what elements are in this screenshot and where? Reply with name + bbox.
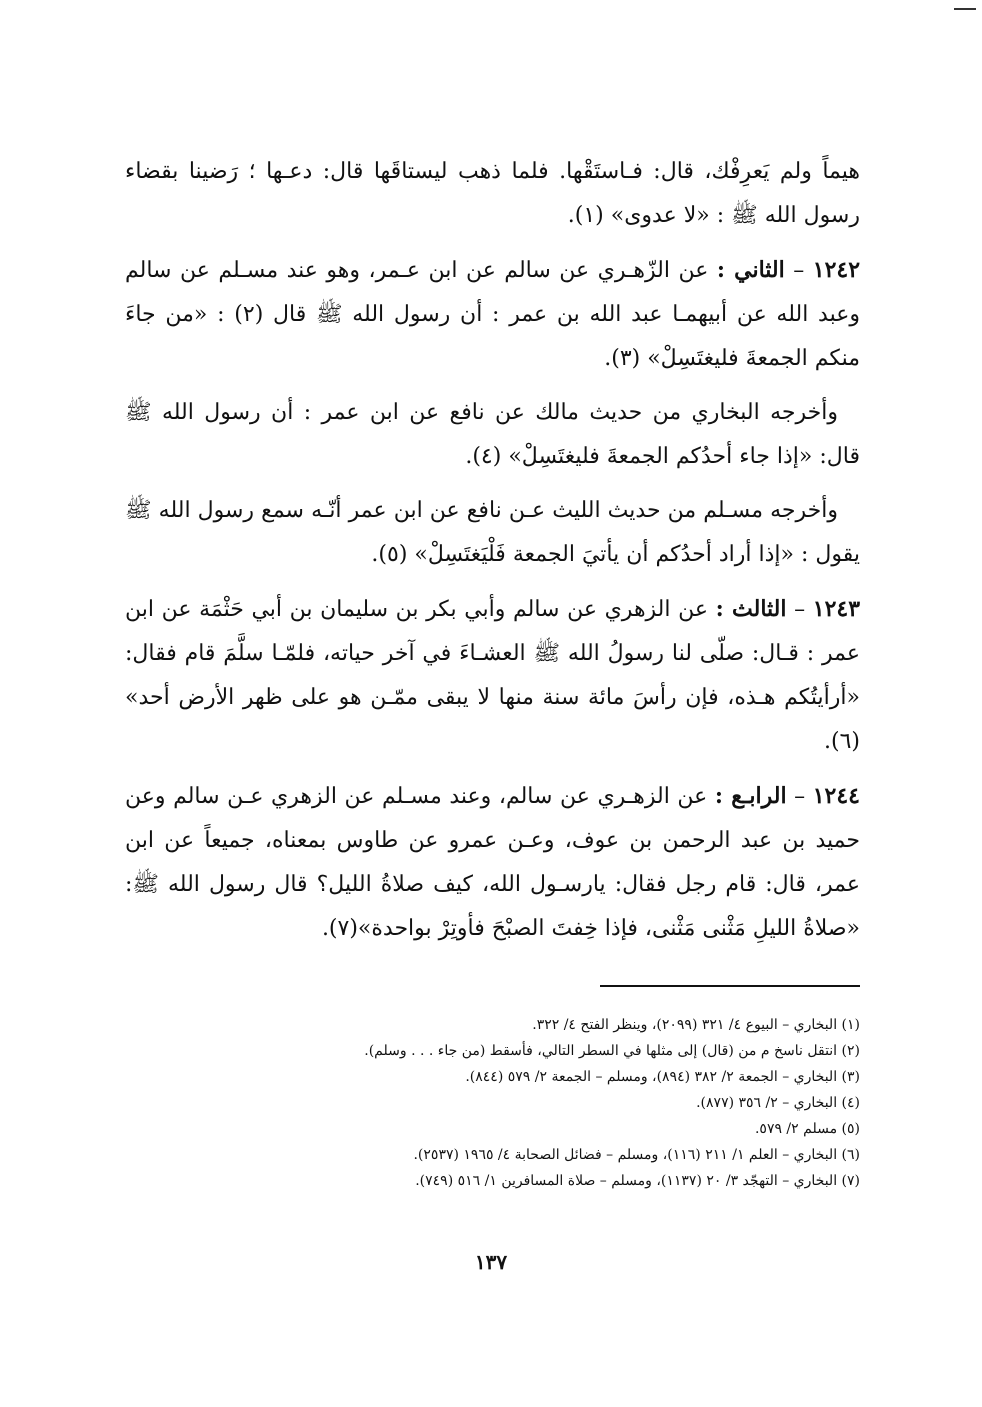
footnote-2: (٢) انتقل ناسخ م من (قال) إلى مثلها في السطر التالي، فأسقط (من جاء . . . وسلم). [364,1043,860,1059]
footnote-3: (٣) البخاري – الجمعة ٢/ ٣٨٢ (٨٩٤)، ومسلم – الجمعة ٢/ ٥٧٩ (٨٤٤). [465,1069,860,1085]
paragraph-bukhari [125,391,860,479]
hadith-number: ١٢٤٣ [812,596,861,622]
hadith-text: عن الزّهـري عن سالم عن ابن عـمر، وهو عند مسـلم عن سالم وعبد الله عن أبيهمـا عبد الله بن عمر : أن رسول الله ﷺ قال (٢) : «من جاءَ منكم الجمعةَ فليغتَسِلْ» (٣). [125,258,860,371]
paragraph-bukhari-text: وأخرجه البخاري من حديث مالك عن نافع عن ابن عمر : أن رسول الله ﷺ قال: «إذا جاء أحدُكم الجمعةَ فليغتَسِلْ» (٤). [125,400,860,469]
page-number: ١٣٧ [474,1250,508,1274]
hadith-label: الثالث : [715,596,787,622]
footnote-7: (٧) البخاري – التهجّد ٣/ ٢٠ (١١٣٧)، ومسلم – صلاة المسافرين ١/ ٥١٦ (٧٤٩). [415,1173,860,1189]
hadith-number: ١٢٤٤ [812,783,860,809]
hadith-label: الثاني : [716,257,785,283]
paragraph-1-text: هيماً ولم يَعرِفْك، قال: فـاستَقْها. فلما ذهب ليستاقَها قال: دعـها ؛ رَضينا بقضاء رسول الله ﷺ : «لا عدوى» (١). [125,159,860,228]
main-text [125,150,860,951]
footnote-6: (٦) البخاري – العلم ١/ ٢١١ (١١٦)، ومسلم – فضائل الصحابة ٤/ ١٩٦٥ (٢٥٣٧). [413,1147,860,1163]
paragraph-1 [125,150,860,238]
hadith-text: عن الزهـري عن سالم، وعند مسـلم عن الزهري عـن سالم وعن حميد بن عبد الرحمن بن عوف، وعـن عمرو عن طاوس بمعناه، جميعاً عن ابن عمر، قال: قام رجل فقال: يارسـول الله، كيف صلاةُ الليل؟ قال رسول الله ﷺ: «صلاةُ الليلِ مَثْنى مَثْنى، فإذا خِفتَ الصبْحَ فأوتِرْ بواحدة»(٧). [125,784,860,941]
hadith-1242: ١٢٤٢ – الثاني : عن الزّهـري عن سالم عن ابن عـمر، وهو عند مسـلم عن سالم وعبد الله عن أبيهمـا عبد الله بن عمر : أن رسول الله ﷺ قال (٢) : «من جاءَ منكم الجمعةَ فليغتَسِلْ» (٣). [125,257,861,371]
paragraph-muslim [125,489,860,577]
footnote-separator [600,985,860,987]
hadith-1244: ١٢٤٤ – الرابـع : عن الزهـري عن سالم، وعند مسـلم عن الزهري عـن سالم وعن حميد بن عبد الرحمن بن عوف، وعـن عمرو عن طاوس بمعناه، جميعاً عن ابن عمر، قال: قام رجل فقال: يارسـول الله، كيف صلاةُ الليل؟ قال رسول الله ﷺ: «صلاةُ الليلِ مَثْنى مَثْنى، فإذا خِفتَ الصبْحَ فأوتِرْ بواحدة»(٧). [125,783,860,941]
hadith-number: ١٢٤٢ [812,257,861,283]
corner-scan-mark [954,8,976,10]
paragraph-muslim-text: وأخرجه مسـلم من حديث الليث عـن نافع عن ابن عمر أنّـه سمع رسول الله ﷺ يقول : «إذا أراد أحدُكم أن يأتيَ الجمعة فَلْيَغتَسِلْ» (٥). [125,498,860,567]
hadith-label: الرابـع : [714,783,787,809]
hadith-1243: ١٢٤٣ – الثالث : عن الزهري عن سالم وأبي بكر بن سليمان بن أبي حَثْمَة عن ابن عمر : قـال: صلّى لنا رسولُ الله ﷺ العشـاءَ في آخر حياته، فلمّـا سلَّمَ قام فقال: «أرأيتُكم هـذه، فإن رأسَ مائة سنة منها لا يبقى ممّـن هو على ظهر الأرض أحد» (٦). [125,596,861,754]
footnote-1: (١) البخاري – البيوع ٤/ ٣٢١ (٢٠٩٩)، وينظر الفتح ٤/ ٣٢٢. [532,1017,860,1033]
footnote-5: (٥) مسلم ٢/ ٥٧٩. [754,1121,860,1137]
footnotes [125,1012,860,1194]
footnote-4: (٤) البخاري – ٢/ ٣٥٦ (٨٧٧). [696,1095,860,1111]
hadith-text: عن الزهري عن سالم وأبي بكر بن سليمان بن أبي حَثْمَة عن ابن عمر : قـال: صلّى لنا رسولُ الله ﷺ العشـاءَ في آخر حياته، فلمّـا سلَّمَ قام فقال: «أرأيتُكم هـذه، فإن رأسَ مائة سنة منها لا يبقى ممّـن هو على ظهر الأرض أحد» (٦). [125,597,860,754]
